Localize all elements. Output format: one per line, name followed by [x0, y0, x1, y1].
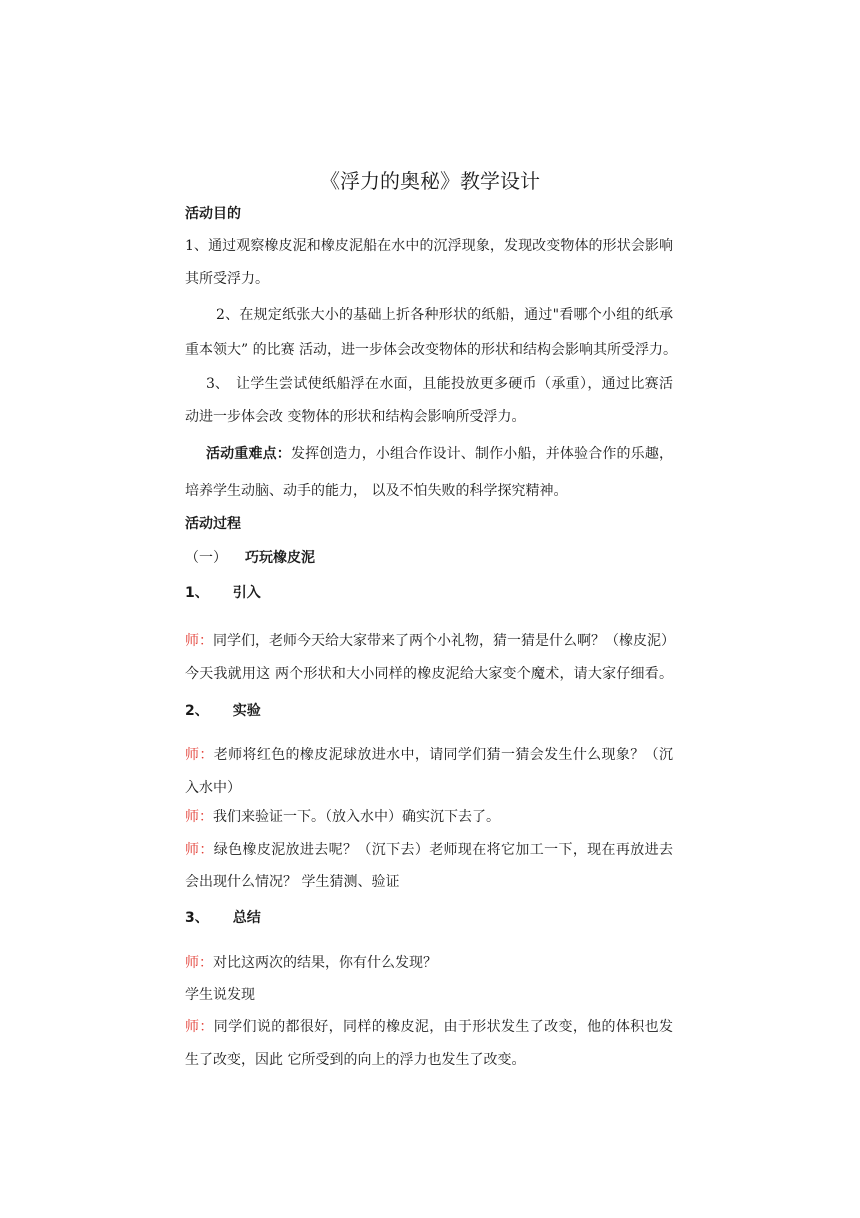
summary-text-1: 对比这两次的结果，你有什么发现？ [213, 955, 437, 971]
part-1-number: （一） [185, 550, 227, 566]
step-3-number: 3、 [185, 910, 209, 926]
experiment-text-1: 老师将红色的橡皮泥球放进水中，请同学们猜一猜会发生什么现象？（沉 [213, 747, 674, 763]
step-3-title: 总结 [232, 910, 261, 926]
step-1-number: 1、 [185, 585, 209, 601]
teacher-label: 师： [185, 1019, 214, 1035]
summary-line-3 [185, 1018, 673, 1036]
summary-line-2: 学生说发现 [185, 987, 255, 1003]
intro-line-1 [185, 632, 673, 650]
step-1-heading [185, 584, 261, 602]
difficulty-line-1 [206, 445, 673, 463]
goal-3-line-1: 让学生尝试使纸船浮在水面，且能投放更多硬币（承重），通过比赛活 [236, 376, 673, 392]
goal-1-line-2: 其所受浮力。 [185, 271, 269, 287]
document-title: 《浮力的奥秘》教学设计 [320, 169, 540, 193]
process-heading: 活动过程 [185, 516, 241, 532]
intro-line-2: 今天我就用这 两个形状和大小同样的橡皮泥给大家变个魔术，请大家仔细看。 [185, 666, 673, 682]
teacher-label: 师： [185, 747, 214, 763]
experiment-line-3 [185, 808, 500, 826]
experiment-line-1 [185, 746, 673, 764]
step-1-title: 引入 [232, 585, 261, 601]
difficulty-line-2: 培养学生动脑、动手的能力， 以及不怕失败的科学探究精神。 [185, 483, 568, 499]
difficulty-text: 发挥创造力，小组合作设计、制作小船，并体验合作的乐趣， [290, 446, 673, 462]
experiment-line-5: 会出现什么情况？ 学生猜测、验证 [185, 874, 400, 890]
teacher-label: 师： [185, 633, 213, 649]
step-2-number: 2、 [185, 703, 209, 719]
experiment-line-2: 入水中） [185, 780, 241, 796]
summary-line-4: 生了改变，因此 它所受到的向上的浮力也发生了改变。 [185, 1052, 526, 1068]
step-3-heading [185, 909, 261, 927]
goal-2-line-2: 重本领大” 的比赛 活动，进一步体会改变物体的形状和结构会影响其所受浮力。 [185, 342, 678, 358]
teacher-label: 师： [185, 955, 213, 971]
summary-line-1 [185, 954, 437, 972]
summary-text-3: 同学们说的都很好，同样的橡皮泥，由于形状发生了改变，他的体积也发 [213, 1019, 674, 1035]
part-1-title: 巧玩橡皮泥 [245, 550, 315, 566]
goals-heading: 活动目的 [185, 206, 241, 222]
experiment-line-4 [185, 841, 673, 859]
step-2-title: 实验 [232, 703, 261, 719]
step-2-heading [185, 702, 261, 720]
teacher-label: 师： [185, 809, 213, 825]
part-1-heading [185, 549, 315, 567]
goal-3-line-2: 动进一步体会改 变物体的形状和结构会影响所受浮力。 [185, 409, 526, 425]
intro-text: 同学们，老师今天给大家带来了两个小礼物，猜一猜是什么啊？（橡皮泥） [213, 633, 675, 649]
experiment-text-4: 绿色橡皮泥放进去呢？（沉下去）老师现在将它加工一下，现在再放进去 [213, 842, 674, 858]
goal-1-line-1: 1、通过观察橡皮泥和橡皮泥船在水中的沉浮现象，发现改变物体的形状会影响 [185, 238, 673, 254]
goal-2-line-1: 2、在规定纸张大小的基础上折各种形状的纸船，通过"看哪个小组的纸承 [216, 307, 673, 323]
goal-3-number: 3、 [206, 376, 229, 392]
teacher-label: 师： [185, 842, 214, 858]
experiment-text-3: 我们来验证一下。（放入水中）确实沉下去了。 [213, 809, 500, 825]
difficulty-label: 活动重难点： [206, 446, 291, 462]
